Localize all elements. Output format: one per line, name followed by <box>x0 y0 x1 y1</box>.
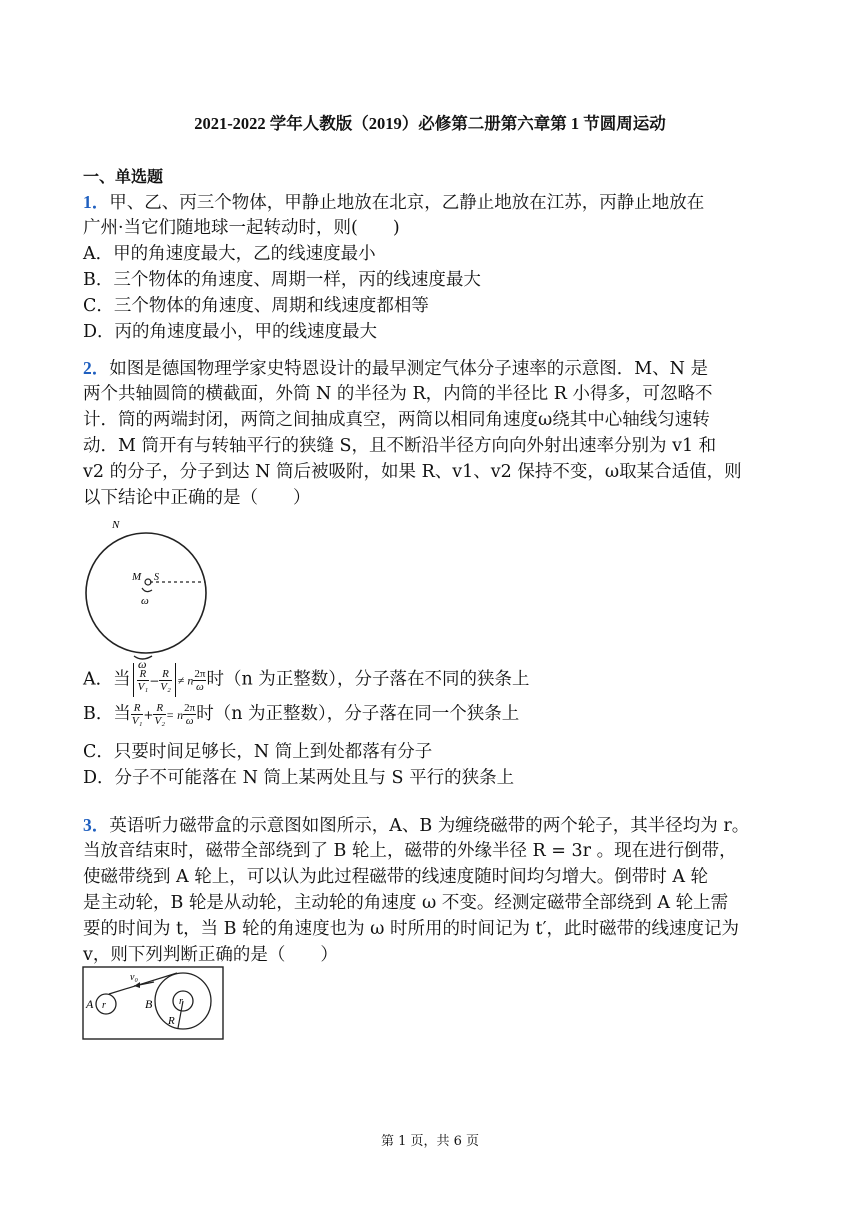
question-text: 是主动轮，B 轮是从动轮，主动轮的角速度 ω 不变。经测定磁带全部绕到 A 轮上需 <box>83 893 729 913</box>
option-d: D．丙的角速度最小，甲的线速度最大 <box>83 322 378 342</box>
cylinder-diagram <box>84 518 214 668</box>
option-b: B．三个物体的角速度、周期一样，丙的线速度最大 <box>83 270 481 290</box>
question-text: 当放音结束时，磁带全部绕到了 B 轮上，磁带的外缘半径 R = 3r 。现在进行倒带， <box>83 841 737 861</box>
label-a: A <box>86 997 94 1011</box>
option-c: C．只要时间足够长，N 筒上到处都落有分子 <box>83 742 433 762</box>
wheel-a <box>96 994 116 1014</box>
tape-cassette-diagram <box>82 966 224 1040</box>
question-text: 动．M 筒开有与转轴平行的狭缝 S，且不断沿半径方向向外射出速率分别为 v1 和 <box>83 436 717 456</box>
rotation-arrow-inner <box>142 588 152 592</box>
question-number: 2． <box>83 358 110 378</box>
question-number: 3． <box>83 815 110 835</box>
option-c: C．三个物体的角速度、周期和线速度都相等 <box>83 296 429 316</box>
question-number: 1． <box>83 192 110 212</box>
label-b: B <box>145 997 153 1011</box>
question-text: v2 的分子，分子到达 N 筒后被吸附，如果 R、v1、v2 保持不变，ω取某合适值，则 <box>83 462 742 482</box>
label-r-a: r <box>102 1000 106 1011</box>
question-2 <box>83 355 803 511</box>
label-m: M <box>132 571 142 583</box>
question-text: 英语听力磁带盒的示意图如图所示，A、B 为缠绕磁带的两个轮子，其半径均为 r。 <box>109 816 750 836</box>
question-text: 使磁带绕到 A 轮上，可以认为此过程磁带的线速度随时间均匀增大。倒带时 A 轮 <box>83 867 709 887</box>
label-v0: v₀ <box>130 972 138 983</box>
question-1 <box>83 189 803 345</box>
question-3 <box>83 812 803 968</box>
option-b: B．当 $\frac{R}{\text{V₁}}$ + $\frac{R}{\text{V₂}}$ = n $\frac{2\pi}{\omega}$ 时（n 为正整数），分子落在同一个狭条上 <box>83 702 520 727</box>
question-text: 以下结论中正确的是（ ） <box>83 488 311 508</box>
label-omega-inner: ω <box>141 595 149 607</box>
label-n: N <box>112 519 120 531</box>
label-r-b: r <box>179 996 183 1007</box>
question-text: v，则下列判断正确的是（ ） <box>83 945 338 965</box>
question-text: 广州·当它们随地球一起转动时，则( ) <box>83 218 400 238</box>
option-a: A．甲的角速度最大，乙的线速度最小 <box>83 244 376 264</box>
question-text: 如图是德国物理学家史特恩设计的最早测定气体分子速率的示意图．M、N 是 <box>109 359 709 379</box>
question-text: 要的时间为 t，当 B 轮的角速度也为 ω 时所用的时间记为 t′，此时磁带的线速度记为 <box>83 919 740 939</box>
question-2-options <box>83 663 803 791</box>
section-heading: 一、单选题 <box>83 167 164 186</box>
option-a: A．当 $\frac{R}{\text{V₁}}$ − $\frac{R}{\text{V₂}}$ ≠ n $\frac{2\pi}{\omega}$ 时（n 为正整数），分子落在不同的狭条上 <box>83 663 803 701</box>
label-omega-outer: ω <box>138 657 147 668</box>
question-text: 两个共轴圆筒的横截面，外筒 N 的半径为 R，内筒的半径比 R 小得多，可忽略不 <box>83 384 713 404</box>
question-text: 甲、乙、丙三个物体，甲静止地放在北京，乙静止地放在江苏，丙静止地放在 <box>109 193 705 213</box>
abs-value-expression: $\frac{R}{\text{V₁}}$ − $\frac{R}{\text{V₂}}$ <box>133 663 176 697</box>
label-big-r: R <box>168 1015 175 1027</box>
tape-line <box>109 973 177 994</box>
outer-cylinder-circle <box>86 533 206 653</box>
page-footer: 第 1 页，共 6 页 <box>380 1134 480 1149</box>
label-s: S <box>154 572 159 583</box>
page-title: 2021-2022 学年人教版（2019）必修第二册第六章第 1 节圆周运动 <box>194 114 666 133</box>
option-d: D．分子不可能落在 N 筒上某两处且与 S 平行的狭条上 <box>83 768 515 788</box>
question-text: 计．筒的两端封闭，两筒之间抽成真空，两筒以相同角速度ω绕其中心轴线匀速转 <box>83 410 710 430</box>
